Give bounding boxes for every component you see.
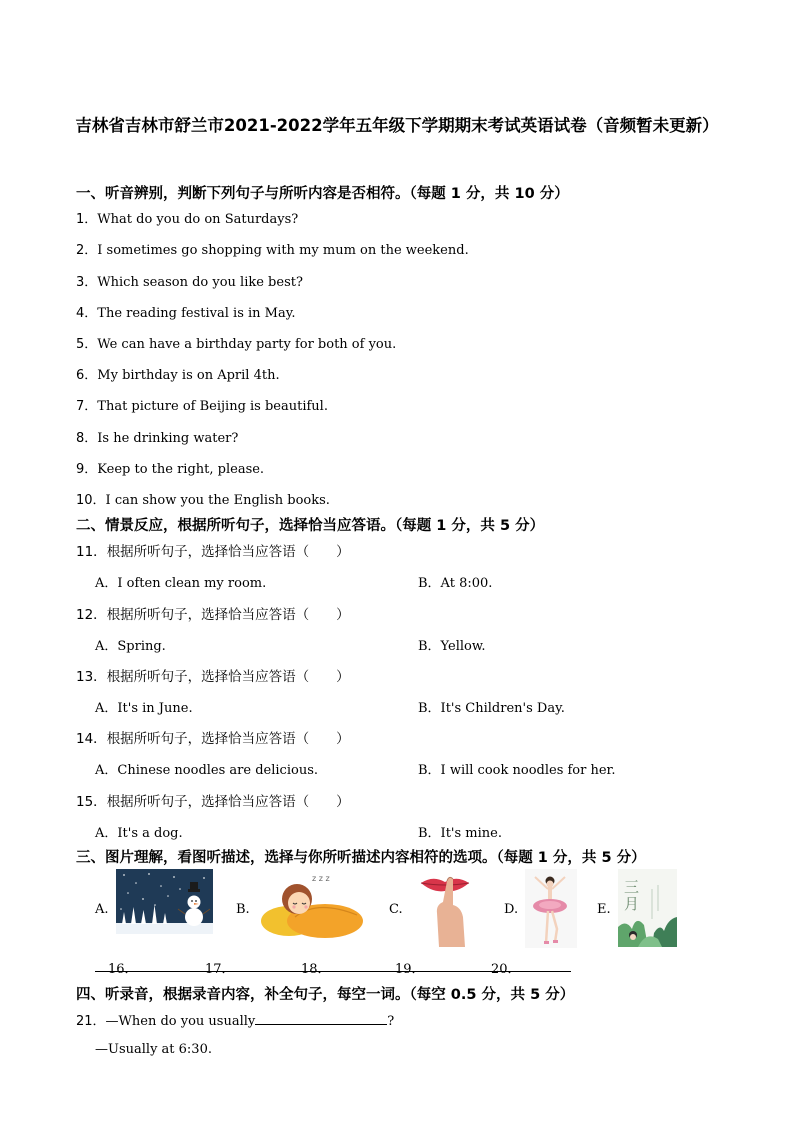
section-4-heading: 四、听录音，根据录音内容，补全句子，每空一词。（每空 0.5 分，共 5 分） [76, 987, 575, 1003]
sleeping-girl-picture[interactable] [257, 869, 366, 940]
option-12-b[interactable]: B．Yellow. [418, 639, 486, 654]
section-2-heading: 二、情景反应，根据所听句子，选择恰当应答语。（每题 1 分，共 5 分） [76, 518, 545, 534]
list-item: 1．What do you do on Saturdays? [76, 212, 299, 227]
blank-16: 16． [108, 962, 138, 977]
list-item: 10．I can show you the English books. [76, 493, 330, 508]
list-item: 2．I sometimes go shopping with my mum on the weekend. [76, 243, 469, 258]
list-item: 5．We can have a birthday party for both of you. [76, 337, 397, 352]
list-item: 7．That picture of Beijing is beautiful. [76, 399, 328, 414]
option-14-a[interactable]: A．Chinese noodles are delicious. [95, 763, 318, 778]
section-1-heading: 一、听音辨别，判断下列句子与所听内容是否相符。（每题 1 分，共 10 分） [76, 186, 569, 202]
list-item: 8．Is he drinking water? [76, 431, 239, 446]
list-item: 9．Keep to the right, please. [76, 462, 265, 477]
ballerina-picture[interactable] [525, 869, 577, 948]
question-13: 13．根据所听句子，选择恰当应答语（ ） [76, 669, 350, 685]
picture-label-d: D. [504, 902, 519, 917]
picture-label-b: B. [236, 902, 250, 917]
option-12-a[interactable]: A．Spring. [95, 639, 166, 654]
answer-underline[interactable] [95, 971, 571, 972]
list-item: 3．Which season do you like best? [76, 275, 303, 290]
question-12: 12．根据所听句子，选择恰当应答语（ ） [76, 607, 350, 623]
blank-20: 20． [491, 962, 521, 977]
blank-18: 18． [301, 962, 331, 977]
option-11-a[interactable]: A．I often clean my room. [95, 576, 267, 591]
quiet-gesture-picture[interactable] [409, 869, 480, 947]
picture-label-e: E. [597, 902, 611, 917]
fill-blank-21[interactable] [255, 1012, 387, 1025]
option-15-a[interactable]: A．It's a dog. [95, 826, 183, 841]
question-21: 21．—When do you usually ? [76, 1014, 395, 1029]
option-14-b[interactable]: B．I will cook noodles for her. [418, 763, 616, 778]
picture-label-c: C. [389, 902, 403, 917]
page-title: 吉林省吉林市舒兰市2021-2022学年五年级下学期期末考试英语试卷（音频暂未更新） [75, 116, 719, 135]
list-item: 6．My birthday is on April 4th. [76, 368, 280, 383]
question-15: 15．根据所听句子，选择恰当应答语（ ） [76, 794, 350, 810]
section-3-heading: 三、图片理解，看图听描述，选择与你所听描述内容相符的选项。（每题 1 分，共 5 分） [76, 850, 646, 866]
option-13-b[interactable]: B．It's Children's Day. [418, 701, 565, 716]
march-card-text: 三月 [624, 878, 640, 913]
picture-label-a: A. [95, 902, 109, 917]
option-13-a[interactable]: A．It's in June. [95, 701, 193, 716]
question-11: 11．根据所听句子，选择恰当应答语（ ） [76, 544, 350, 560]
svg-text:z z z: z z z [312, 874, 330, 883]
snowman-night-picture[interactable] [116, 869, 213, 934]
option-15-b[interactable]: B．It's mine. [418, 826, 502, 841]
question-14: 14．根据所听句子，选择恰当应答语（ ） [76, 731, 350, 747]
answer-21: —Usually at 6:30. [95, 1042, 212, 1057]
list-item: 4．The reading festival is in May. [76, 306, 296, 321]
option-11-b[interactable]: B．At 8:00. [418, 576, 493, 591]
march-card-picture[interactable] [618, 869, 677, 947]
blank-19: 19． [395, 962, 425, 977]
blank-17: 17． [205, 962, 235, 977]
